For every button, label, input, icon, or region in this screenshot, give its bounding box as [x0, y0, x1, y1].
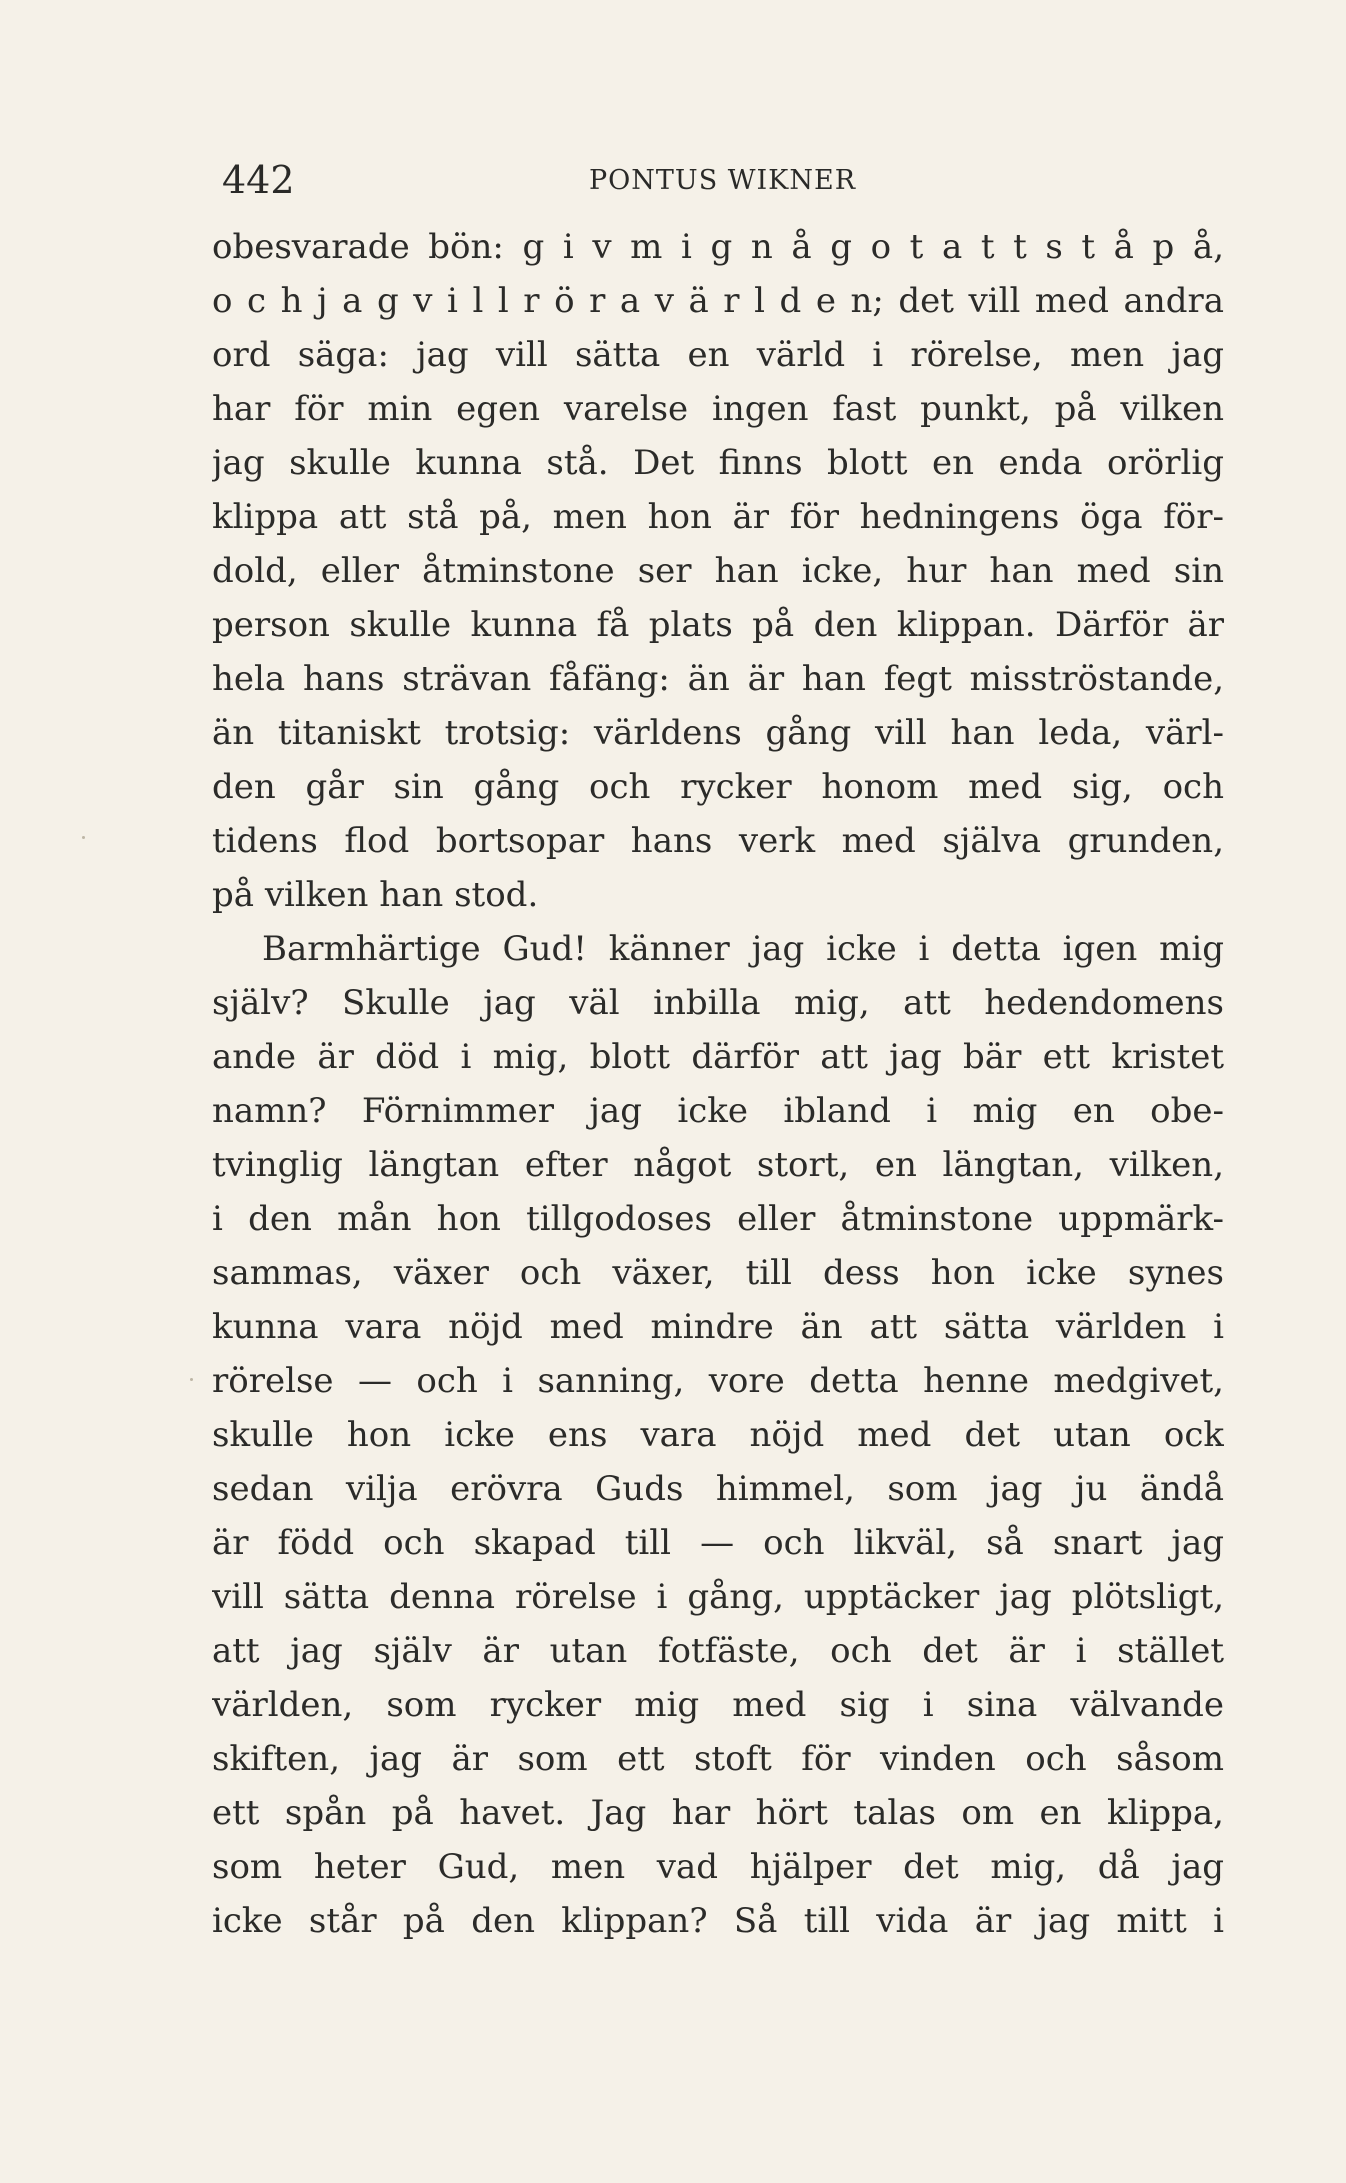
- text-line: ord säga: jag vill sätta en värld i rörelse, men jag: [212, 335, 1224, 375]
- text-line: som heter Gud, men vad hjälper det mig, då jag: [212, 1847, 1224, 1887]
- page-number: 442: [222, 158, 295, 202]
- text-line: Barmhärtige Gud! känner jag icke i detta igen mig: [262, 929, 1224, 969]
- paper-speck: [190, 1378, 193, 1381]
- paragraph-2: [212, 922, 1224, 1948]
- text-line: ande är död i mig, blott därför att jag bär ett kristet: [212, 1037, 1224, 1077]
- text-line: är född och skapad till — och likväl, så snart jag: [212, 1523, 1224, 1563]
- text-line: skulle hon icke ens vara nöjd med det utan ock: [212, 1415, 1224, 1455]
- text-line: klippa att stå på, men hon är för hedningens öga för-: [212, 497, 1224, 537]
- text-line: har för min egen varelse ingen fast punkt, på vilken: [212, 389, 1224, 429]
- text-line: hela hans strävan fåfäng: än är han fegt misströstande,: [212, 659, 1224, 699]
- text-line: obesvarade bön: g i v m i g n å g o t a t t s t å p å,: [212, 227, 1224, 267]
- text-line: tidens flod bortsopar hans verk med själva grunden,: [212, 821, 1224, 861]
- text-line: o c h j a g v i l l r ö r a v ä r l d e n; det vill med andra: [212, 281, 1224, 321]
- text-line: icke står på den klippan? Så till vida är jag mitt i: [212, 1901, 1224, 1941]
- text-line: vill sätta denna rörelse i gång, upptäcker jag plötsligt,: [212, 1577, 1224, 1617]
- text-line: på vilken han stod.: [212, 875, 539, 915]
- text-line: världen, som rycker mig med sig i sina välvande: [212, 1685, 1224, 1725]
- text-line: namn? Förnimmer jag icke ibland i mig en obe-: [212, 1091, 1224, 1131]
- text-line: än titaniskt trotsig: världens gång vill han leda, värl-: [212, 713, 1224, 753]
- paper-speck: [82, 836, 85, 839]
- text-line: sedan vilja erövra Guds himmel, som jag ju ändå: [212, 1469, 1224, 1509]
- text-line: den går sin gång och rycker honom med sig, och: [212, 767, 1224, 807]
- paragraph-1: [212, 220, 1224, 922]
- text-line: att jag själv är utan fotfäste, och det är i stället: [212, 1631, 1224, 1671]
- text-line: dold, eller åtminstone ser han icke, hur han med sin: [212, 551, 1224, 591]
- text-line: person skulle kunna få plats på den klippan. Därför är: [212, 605, 1224, 645]
- body-text: [212, 220, 1224, 1948]
- running-head: PONTUS WIKNER: [589, 165, 857, 196]
- page-header: [222, 150, 1217, 210]
- text-line: i den mån hon tillgodoses eller åtminstone uppmärk-: [212, 1199, 1224, 1239]
- text-line: sammas, växer och växer, till dess hon icke synes: [212, 1253, 1224, 1293]
- text-line: rörelse — och i sanning, vore detta henne medgivet,: [212, 1361, 1224, 1401]
- text-line: jag skulle kunna stå. Det finns blott en enda orörlig: [212, 443, 1224, 483]
- text-line: kunna vara nöjd med mindre än att sätta världen i: [212, 1307, 1224, 1347]
- text-line: tvinglig längtan efter något stort, en längtan, vilken,: [212, 1145, 1224, 1185]
- text-line: ett spån på havet. Jag har hört talas om en klippa,: [212, 1793, 1224, 1833]
- text-line: själv? Skulle jag väl inbilla mig, att hedendomens: [212, 983, 1224, 1023]
- text-line: skiften, jag är som ett stoft för vinden och såsom: [212, 1739, 1224, 1779]
